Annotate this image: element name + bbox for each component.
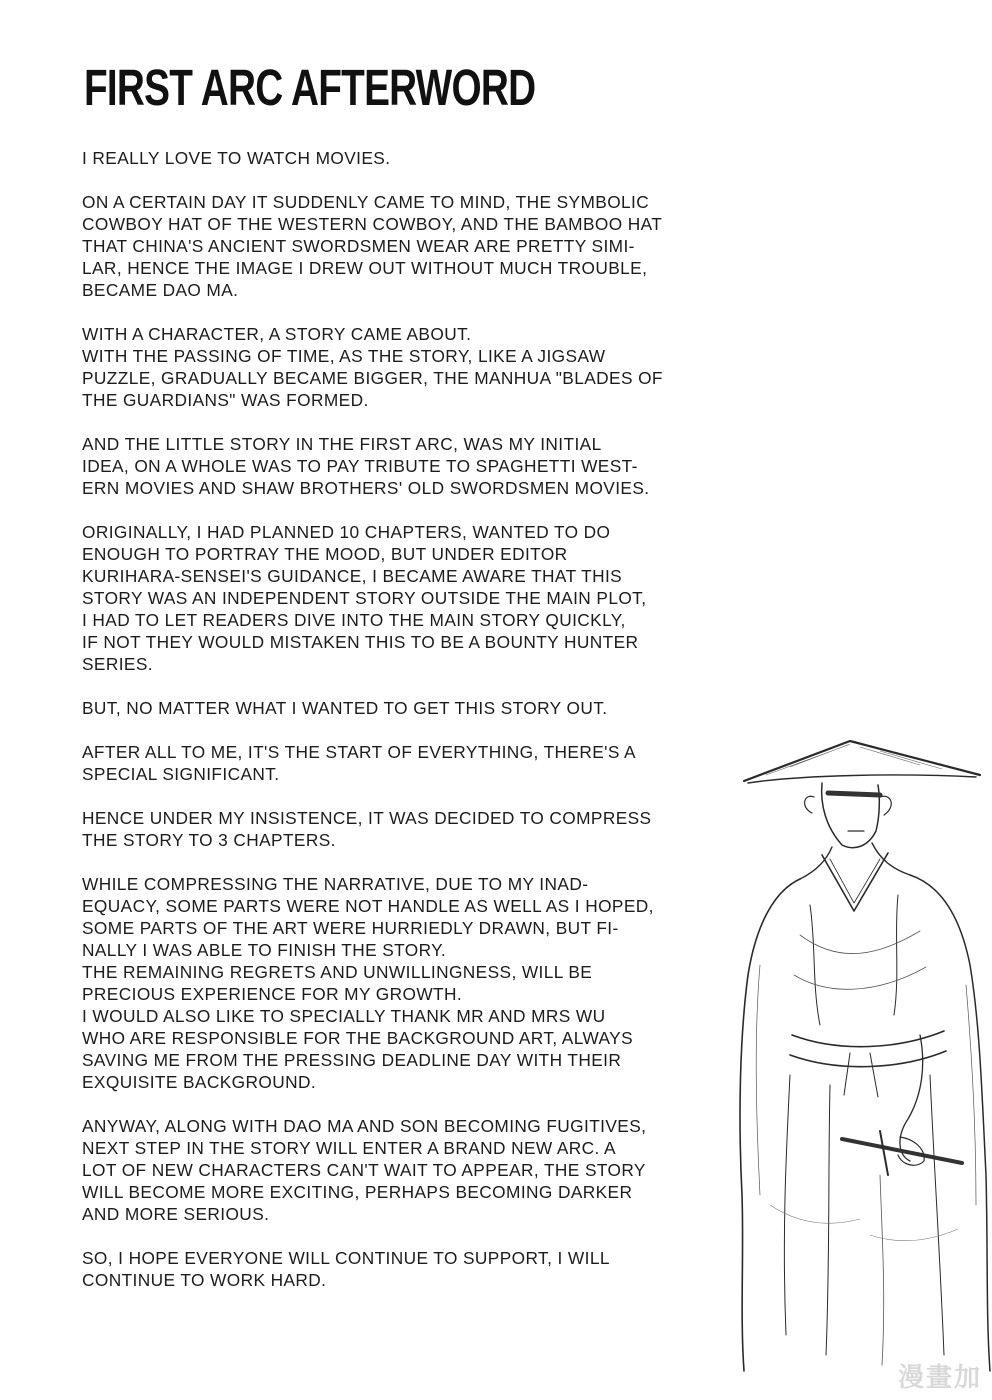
paragraph-line: I WOULD ALSO LIKE TO SPECIALLY THANK MR AND MRS WU	[82, 1006, 606, 1026]
paragraph-line: IF NOT THEY WOULD MISTAKEN THIS TO BE A BOUNTY HUNTER	[82, 632, 639, 652]
paragraph-line: I REALLY LOVE TO WATCH MOVIES.	[82, 148, 391, 168]
paragraph-line: EXQUISITE BACKGROUND.	[82, 1072, 317, 1092]
paragraph-line: THE STORY TO 3 CHAPTERS.	[82, 830, 336, 850]
paragraph-line: ENOUGH TO PORTRAY THE MOOD, BUT UNDER EDITOR	[82, 544, 568, 564]
paragraph-line: ERN MOVIES AND SHAW BROTHERS' OLD SWORDSMEN MOVIES.	[82, 478, 650, 498]
paragraph-line: THAT CHINA'S ANCIENT SWORDSMEN WEAR ARE PRETTY SIMI-	[82, 236, 635, 256]
paragraph-line: IDEA, ON A WHOLE WAS TO PAY TRIBUTE TO SPAGHETTI WEST-	[82, 456, 638, 476]
afterword-paragraph	[82, 191, 702, 301]
paragraph-line: THE REMAINING REGRETS AND UNWILLINGNESS, WILL BE	[82, 962, 593, 982]
afterword-paragraph	[82, 741, 702, 785]
paragraph-line: CONTINUE TO WORK HARD.	[82, 1270, 327, 1290]
page-title: FIRST ARC AFTERWORD	[84, 59, 536, 116]
afterword-body	[82, 147, 702, 1313]
paragraph-line: SAVING ME FROM THE PRESSING DEADLINE DAY WITH THEIR	[82, 1050, 622, 1070]
paragraph-line: NALLY I WAS ABLE TO FINISH THE STORY.	[82, 940, 447, 960]
paragraph-line: BECAME DAO MA.	[82, 280, 239, 300]
paragraph-line: WHILE COMPRESSING THE NARRATIVE, DUE TO MY INAD-	[82, 874, 589, 894]
afterword-paragraph	[82, 1247, 702, 1291]
paragraph-line: STORY WAS AN INDEPENDENT STORY OUTSIDE THE MAIN PLOT,	[82, 588, 647, 608]
afterword-paragraph	[82, 323, 702, 411]
paragraph-line: WITH THE PASSING OF TIME, AS THE STORY, LIKE A JIGSAW	[82, 346, 606, 366]
paragraph-line: PUZZLE, GRADUALLY BECAME BIGGER, THE MANHUA "BLADES OF	[82, 368, 663, 388]
afterword-paragraph	[82, 807, 702, 851]
paragraph-line: EQUACY, SOME PARTS WERE NOT HANDLE AS WELL AS I HOPED,	[82, 896, 654, 916]
afterword-paragraph	[82, 521, 702, 675]
paragraph-line: AND THE LITTLE STORY IN THE FIRST ARC, WAS MY INITIAL	[82, 434, 602, 454]
paragraph-line: NEXT STEP IN THE STORY WILL ENTER A BRAND NEW ARC. A	[82, 1138, 616, 1158]
paragraph-line: WITH A CHARACTER, A STORY CAME ABOUT.	[82, 324, 472, 344]
paragraph-line: THE GUARDIANS" WAS FORMED.	[82, 390, 369, 410]
paragraph-line: COWBOY HAT OF THE WESTERN COWBOY, AND THE BAMBOO HAT	[82, 214, 663, 234]
afterword-paragraph	[82, 1115, 702, 1225]
paragraph-line: AFTER ALL TO ME, IT'S THE START OF EVERYTHING, THERE'S A	[82, 742, 636, 762]
paragraph-line: ON A CERTAIN DAY IT SUDDENLY CAME TO MIND, THE SYMBOLIC	[82, 192, 650, 212]
afterword-paragraph	[82, 873, 702, 1093]
paragraph-line: AND MORE SERIOUS.	[82, 1204, 270, 1224]
paragraph-line: PRECIOUS EXPERIENCE FOR MY GROWTH.	[82, 984, 463, 1004]
swordsman-sketch-icon	[730, 735, 992, 1375]
paragraph-line: SERIES.	[82, 654, 153, 674]
watermark-logo: 漫畫加	[897, 1363, 982, 1393]
paragraph-line: WHO ARE RESPONSIBLE FOR THE BACKGROUND ART, ALWAYS	[82, 1028, 634, 1048]
afterword-paragraph	[82, 433, 702, 499]
paragraph-line: SOME PARTS OF THE ART WERE HURRIEDLY DRAWN, BUT FI-	[82, 918, 619, 938]
afterword-paragraph	[82, 147, 702, 169]
paragraph-line: SO, I HOPE EVERYONE WILL CONTINUE TO SUPPORT, I WILL	[82, 1248, 610, 1268]
paragraph-line: I HAD TO LET READERS DIVE INTO THE MAIN STORY QUICKLY,	[82, 610, 626, 630]
paragraph-line: BUT, NO MATTER WHAT I WANTED TO GET THIS STORY OUT.	[82, 698, 608, 718]
paragraph-line: HENCE UNDER MY INSISTENCE, IT WAS DECIDED TO COMPRESS	[82, 808, 652, 828]
paragraph-line: SPECIAL SIGNIFICANT.	[82, 764, 280, 784]
paragraph-line: WILL BECOME MORE EXCITING, PERHAPS BECOMING DARKER	[82, 1182, 633, 1202]
paragraph-line: KURIHARA-SENSEI'S GUIDANCE, I BECAME AWARE THAT THIS	[82, 566, 623, 586]
paragraph-line: ANYWAY, ALONG WITH DAO MA AND SON BECOMING FUGITIVES,	[82, 1116, 647, 1136]
paragraph-line: LAR, HENCE THE IMAGE I DREW OUT WITHOUT MUCH TROUBLE,	[82, 258, 648, 278]
afterword-paragraph	[82, 697, 702, 719]
paragraph-line: LOT OF NEW CHARACTERS CAN'T WAIT TO APPEAR, THE STORY	[82, 1160, 646, 1180]
paragraph-line: ORIGINALLY, I HAD PLANNED 10 CHAPTERS, WANTED TO DO	[82, 522, 611, 542]
